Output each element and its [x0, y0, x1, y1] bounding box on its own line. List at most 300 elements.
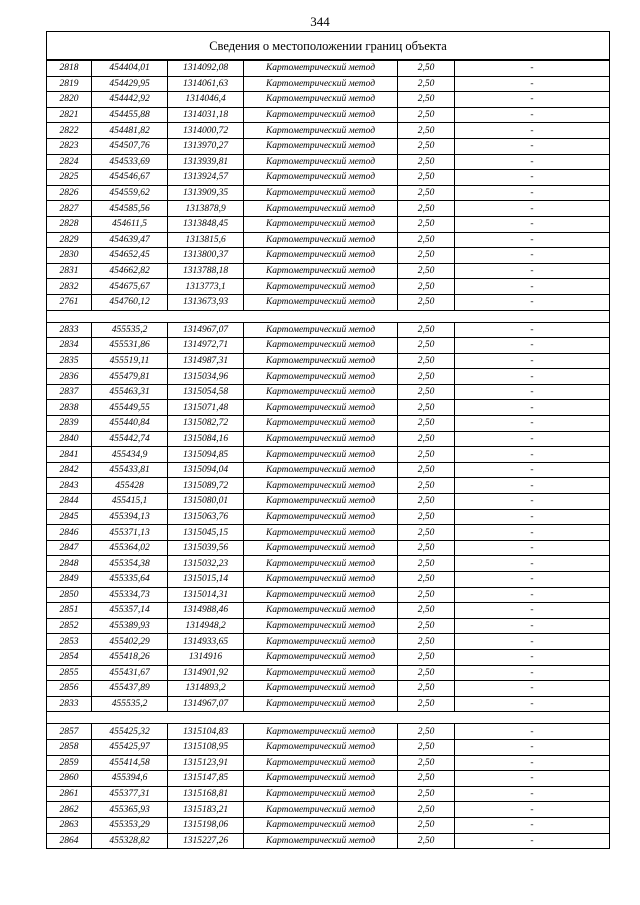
x-coordinate-cell: 455428 [92, 478, 168, 494]
y-coordinate-cell: 1313939,81 [168, 154, 244, 170]
y-coordinate-cell: 1315104,83 [168, 724, 244, 740]
y-coordinate-cell: 1313800,37 [168, 248, 244, 264]
accuracy-cell: 2,50 [398, 478, 455, 494]
y-coordinate-cell: 1315032,23 [168, 556, 244, 572]
point-number-cell: 2848 [47, 556, 92, 572]
x-coordinate-cell: 455365,93 [92, 802, 168, 818]
accuracy-cell: 2,50 [398, 681, 455, 697]
y-coordinate-cell: 1315054,58 [168, 384, 244, 400]
table-title: Сведения о местоположении границ объекта [47, 32, 610, 61]
method-cell: Картометрический метод [244, 107, 398, 123]
table-row [47, 478, 610, 494]
description-cell: - [455, 92, 610, 108]
accuracy-cell: 2,50 [398, 771, 455, 787]
point-number-cell: 2851 [47, 603, 92, 619]
point-number-cell: 2838 [47, 400, 92, 416]
description-cell: - [455, 462, 610, 478]
table-row [47, 587, 610, 603]
table-row [47, 138, 610, 154]
accuracy-cell: 2,50 [398, 649, 455, 665]
description-cell: - [455, 618, 610, 634]
table-row [47, 294, 610, 310]
y-coordinate-cell: 1314061,63 [168, 76, 244, 92]
point-number-cell: 2824 [47, 154, 92, 170]
y-coordinate-cell: 1313909,35 [168, 185, 244, 201]
y-coordinate-cell: 1315015,14 [168, 572, 244, 588]
point-number-cell: 2819 [47, 76, 92, 92]
accuracy-cell: 2,50 [398, 755, 455, 771]
y-coordinate-cell: 1315168,81 [168, 786, 244, 802]
description-cell: - [455, 185, 610, 201]
description-cell: - [455, 322, 610, 338]
y-coordinate-cell: 1314967,07 [168, 322, 244, 338]
point-number-cell: 2829 [47, 232, 92, 248]
table-row [47, 216, 610, 232]
description-cell: - [455, 817, 610, 833]
table-row [47, 649, 610, 665]
point-number-cell: 2846 [47, 525, 92, 541]
method-cell: Картометрический метод [244, 618, 398, 634]
x-coordinate-cell: 455425,32 [92, 724, 168, 740]
method-cell: Картометрический метод [244, 154, 398, 170]
table-row [47, 833, 610, 849]
table-row [47, 353, 610, 369]
x-coordinate-cell: 454546,67 [92, 170, 168, 186]
accuracy-cell: 2,50 [398, 384, 455, 400]
accuracy-cell: 2,50 [398, 786, 455, 802]
x-coordinate-cell: 454662,82 [92, 263, 168, 279]
accuracy-cell: 2,50 [398, 696, 455, 712]
point-number-cell: 2860 [47, 771, 92, 787]
x-coordinate-cell: 455394,6 [92, 771, 168, 787]
x-coordinate-cell: 455519,11 [92, 353, 168, 369]
description-cell: - [455, 248, 610, 264]
y-coordinate-cell: 1315108,95 [168, 739, 244, 755]
table-row [47, 447, 610, 463]
y-coordinate-cell: 1315045,15 [168, 525, 244, 541]
accuracy-cell: 2,50 [398, 540, 455, 556]
point-number-cell: 2850 [47, 587, 92, 603]
x-coordinate-cell: 455418,26 [92, 649, 168, 665]
method-cell: Картометрический метод [244, 201, 398, 217]
method-cell: Картометрический метод [244, 248, 398, 264]
method-cell: Картометрический метод [244, 665, 398, 681]
method-cell: Картометрический метод [244, 540, 398, 556]
y-coordinate-cell: 1314000,72 [168, 123, 244, 139]
point-number-cell: 2832 [47, 279, 92, 295]
x-coordinate-cell: 455354,38 [92, 556, 168, 572]
y-coordinate-cell: 1314967,07 [168, 696, 244, 712]
point-number-cell: 2831 [47, 263, 92, 279]
x-coordinate-cell: 455353,29 [92, 817, 168, 833]
description-cell: - [455, 587, 610, 603]
description-cell: - [455, 170, 610, 186]
y-coordinate-cell: 1315039,56 [168, 540, 244, 556]
x-coordinate-cell: 455463,31 [92, 384, 168, 400]
point-number-cell: 2841 [47, 447, 92, 463]
y-coordinate-cell: 1315183,21 [168, 802, 244, 818]
table-row [47, 384, 610, 400]
y-coordinate-cell: 1314901,92 [168, 665, 244, 681]
method-cell: Картометрический метод [244, 478, 398, 494]
description-cell: - [455, 431, 610, 447]
method-cell: Картометрический метод [244, 431, 398, 447]
x-coordinate-cell: 454404,01 [92, 60, 168, 76]
x-coordinate-cell: 455364,02 [92, 540, 168, 556]
point-number-cell: 2862 [47, 802, 92, 818]
table-row [47, 771, 610, 787]
method-cell: Картометрический метод [244, 755, 398, 771]
x-coordinate-cell: 455371,13 [92, 525, 168, 541]
x-coordinate-cell: 455479,81 [92, 369, 168, 385]
x-coordinate-cell: 455425,97 [92, 739, 168, 755]
point-number-cell: 2853 [47, 634, 92, 650]
accuracy-cell: 2,50 [398, 322, 455, 338]
description-cell: - [455, 400, 610, 416]
method-cell: Картометрический метод [244, 400, 398, 416]
x-coordinate-cell: 455414,58 [92, 755, 168, 771]
y-coordinate-cell: 1313673,93 [168, 294, 244, 310]
table-row [47, 322, 610, 338]
point-number-cell: 2825 [47, 170, 92, 186]
point-number-cell: 2835 [47, 353, 92, 369]
accuracy-cell: 2,50 [398, 665, 455, 681]
table-row [47, 338, 610, 354]
method-cell: Картометрический метод [244, 724, 398, 740]
method-cell: Картометрический метод [244, 556, 398, 572]
method-cell: Картометрический метод [244, 170, 398, 186]
table-row [47, 525, 610, 541]
x-coordinate-cell: 454533,69 [92, 154, 168, 170]
y-coordinate-cell: 1315080,01 [168, 494, 244, 510]
table-row [47, 416, 610, 432]
table-row [47, 431, 610, 447]
accuracy-cell: 2,50 [398, 525, 455, 541]
x-coordinate-cell: 455449,55 [92, 400, 168, 416]
accuracy-cell: 2,50 [398, 123, 455, 139]
x-coordinate-cell: 455431,67 [92, 665, 168, 681]
accuracy-cell: 2,50 [398, 724, 455, 740]
method-cell: Картометрический метод [244, 603, 398, 619]
x-coordinate-cell: 455535,2 [92, 322, 168, 338]
x-coordinate-cell: 454639,47 [92, 232, 168, 248]
table-row [47, 232, 610, 248]
point-number-cell: 2854 [47, 649, 92, 665]
method-cell: Картометрический метод [244, 123, 398, 139]
x-coordinate-cell: 455334,73 [92, 587, 168, 603]
description-cell: - [455, 556, 610, 572]
accuracy-cell: 2,50 [398, 833, 455, 849]
table-row [47, 556, 610, 572]
x-coordinate-cell: 455531,86 [92, 338, 168, 354]
x-coordinate-cell: 455357,14 [92, 603, 168, 619]
x-coordinate-cell: 455440,84 [92, 416, 168, 432]
y-coordinate-cell: 1313815,6 [168, 232, 244, 248]
point-number-cell: 2827 [47, 201, 92, 217]
accuracy-cell: 2,50 [398, 185, 455, 201]
x-coordinate-cell: 455377,31 [92, 786, 168, 802]
accuracy-cell: 2,50 [398, 263, 455, 279]
description-cell: - [455, 755, 610, 771]
y-coordinate-cell: 1315071,48 [168, 400, 244, 416]
method-cell: Картометрический метод [244, 416, 398, 432]
point-number-cell: 2849 [47, 572, 92, 588]
table-row [47, 665, 610, 681]
point-number-cell: 2833 [47, 696, 92, 712]
description-cell: - [455, 603, 610, 619]
table-row [47, 817, 610, 833]
method-cell: Картометрический метод [244, 138, 398, 154]
boundary-coordinates-table [46, 31, 610, 849]
description-cell: - [455, 107, 610, 123]
table-row [47, 462, 610, 478]
y-coordinate-cell: 1313848,45 [168, 216, 244, 232]
table-row [47, 634, 610, 650]
point-number-cell: 2839 [47, 416, 92, 432]
point-number-cell: 2845 [47, 509, 92, 525]
method-cell: Картометрический метод [244, 232, 398, 248]
method-cell: Картометрический метод [244, 739, 398, 755]
accuracy-cell: 2,50 [398, 431, 455, 447]
table-row [47, 724, 610, 740]
point-number-cell: 2826 [47, 185, 92, 201]
y-coordinate-cell: 1313878,9 [168, 201, 244, 217]
y-coordinate-cell: 1314046,4 [168, 92, 244, 108]
description-cell: - [455, 416, 610, 432]
table-row [47, 400, 610, 416]
accuracy-cell: 2,50 [398, 802, 455, 818]
accuracy-cell: 2,50 [398, 92, 455, 108]
page-number: 344 [310, 14, 330, 29]
description-cell: - [455, 263, 610, 279]
table-row [47, 369, 610, 385]
y-coordinate-cell: 1314916 [168, 649, 244, 665]
accuracy-cell: 2,50 [398, 170, 455, 186]
method-cell: Картометрический метод [244, 649, 398, 665]
point-number-cell: 2834 [47, 338, 92, 354]
table-row [47, 170, 610, 186]
description-cell: - [455, 509, 610, 525]
description-cell: - [455, 123, 610, 139]
point-number-cell: 2833 [47, 322, 92, 338]
accuracy-cell: 2,50 [398, 739, 455, 755]
x-coordinate-cell: 454507,76 [92, 138, 168, 154]
description-cell: - [455, 447, 610, 463]
table-row [47, 755, 610, 771]
table-row [47, 76, 610, 92]
accuracy-cell: 2,50 [398, 107, 455, 123]
description-cell: - [455, 369, 610, 385]
y-coordinate-cell: 1313788,18 [168, 263, 244, 279]
description-cell: - [455, 201, 610, 217]
y-coordinate-cell: 1315084,16 [168, 431, 244, 447]
accuracy-cell: 2,50 [398, 338, 455, 354]
accuracy-cell: 2,50 [398, 509, 455, 525]
point-number-cell: 2856 [47, 681, 92, 697]
group-separator-row [47, 712, 610, 724]
x-coordinate-cell: 454652,45 [92, 248, 168, 264]
table-row [47, 540, 610, 556]
description-cell: - [455, 681, 610, 697]
accuracy-cell: 2,50 [398, 817, 455, 833]
point-number-cell: 2861 [47, 786, 92, 802]
y-coordinate-cell: 1314948,2 [168, 618, 244, 634]
description-cell: - [455, 76, 610, 92]
description-cell: - [455, 786, 610, 802]
x-coordinate-cell: 455442,74 [92, 431, 168, 447]
table-row [47, 60, 610, 76]
y-coordinate-cell: 1313924,57 [168, 170, 244, 186]
method-cell: Картометрический метод [244, 696, 398, 712]
accuracy-cell: 2,50 [398, 556, 455, 572]
point-number-cell: 2858 [47, 739, 92, 755]
description-cell: - [455, 665, 610, 681]
method-cell: Картометрический метод [244, 369, 398, 385]
y-coordinate-cell: 1315094,85 [168, 447, 244, 463]
accuracy-cell: 2,50 [398, 216, 455, 232]
method-cell: Картометрический метод [244, 279, 398, 295]
point-number-cell: 2761 [47, 294, 92, 310]
accuracy-cell: 2,50 [398, 587, 455, 603]
table-row [47, 696, 610, 712]
method-cell: Картометрический метод [244, 681, 398, 697]
method-cell: Картометрический метод [244, 462, 398, 478]
accuracy-cell: 2,50 [398, 232, 455, 248]
method-cell: Картометрический метод [244, 786, 398, 802]
method-cell: Картометрический метод [244, 384, 398, 400]
point-number-cell: 2859 [47, 755, 92, 771]
x-coordinate-cell: 454442,92 [92, 92, 168, 108]
x-coordinate-cell: 455434,9 [92, 447, 168, 463]
x-coordinate-cell: 454760,12 [92, 294, 168, 310]
accuracy-cell: 2,50 [398, 494, 455, 510]
accuracy-cell: 2,50 [398, 294, 455, 310]
x-coordinate-cell: 455335,64 [92, 572, 168, 588]
table-row [47, 201, 610, 217]
x-coordinate-cell: 455328,82 [92, 833, 168, 849]
y-coordinate-cell: 1313773,1 [168, 279, 244, 295]
point-number-cell: 2847 [47, 540, 92, 556]
table-row [47, 185, 610, 201]
x-coordinate-cell: 454481,82 [92, 123, 168, 139]
method-cell: Картометрический метод [244, 263, 398, 279]
description-cell: - [455, 833, 610, 849]
method-cell: Картометрический метод [244, 634, 398, 650]
group-separator-cell [47, 712, 610, 724]
description-cell: - [455, 154, 610, 170]
table-row [47, 509, 610, 525]
method-cell: Картометрический метод [244, 338, 398, 354]
y-coordinate-cell: 1314893,2 [168, 681, 244, 697]
method-cell: Картометрический метод [244, 572, 398, 588]
accuracy-cell: 2,50 [398, 603, 455, 619]
x-coordinate-cell: 455402,29 [92, 634, 168, 650]
x-coordinate-cell: 455535,2 [92, 696, 168, 712]
table-row [47, 786, 610, 802]
table-row [47, 802, 610, 818]
table-row [47, 154, 610, 170]
table-row [47, 279, 610, 295]
method-cell: Картометрический метод [244, 494, 398, 510]
description-cell: - [455, 138, 610, 154]
point-number-cell: 2828 [47, 216, 92, 232]
description-cell: - [455, 739, 610, 755]
description-cell: - [455, 384, 610, 400]
method-cell: Картометрический метод [244, 322, 398, 338]
table-row [47, 603, 610, 619]
point-number-cell: 2844 [47, 494, 92, 510]
accuracy-cell: 2,50 [398, 138, 455, 154]
point-number-cell: 2823 [47, 138, 92, 154]
method-cell: Картометрический метод [244, 833, 398, 849]
accuracy-cell: 2,50 [398, 248, 455, 264]
description-cell: - [455, 540, 610, 556]
method-cell: Картометрический метод [244, 771, 398, 787]
description-cell: - [455, 338, 610, 354]
y-coordinate-cell: 1315123,91 [168, 755, 244, 771]
description-cell: - [455, 696, 610, 712]
point-number-cell: 2821 [47, 107, 92, 123]
table-row [47, 248, 610, 264]
point-number-cell: 2857 [47, 724, 92, 740]
point-number-cell: 2822 [47, 123, 92, 139]
x-coordinate-cell: 455415,1 [92, 494, 168, 510]
x-coordinate-cell: 455437,89 [92, 681, 168, 697]
y-coordinate-cell: 1315094,04 [168, 462, 244, 478]
description-cell: - [455, 478, 610, 494]
accuracy-cell: 2,50 [398, 201, 455, 217]
description-cell: - [455, 771, 610, 787]
point-number-cell: 2863 [47, 817, 92, 833]
method-cell: Картометрический метод [244, 509, 398, 525]
method-cell: Картометрический метод [244, 447, 398, 463]
y-coordinate-cell: 1314031,18 [168, 107, 244, 123]
y-coordinate-cell: 1314092,08 [168, 60, 244, 76]
point-number-cell: 2836 [47, 369, 92, 385]
table-row [47, 123, 610, 139]
point-number-cell: 2864 [47, 833, 92, 849]
y-coordinate-cell: 1315034,96 [168, 369, 244, 385]
description-cell: - [455, 525, 610, 541]
accuracy-cell: 2,50 [398, 400, 455, 416]
x-coordinate-cell: 455433,81 [92, 462, 168, 478]
description-cell: - [455, 572, 610, 588]
table-row [47, 739, 610, 755]
description-cell: - [455, 634, 610, 650]
table-row [47, 681, 610, 697]
point-number-cell: 2820 [47, 92, 92, 108]
point-number-cell: 2852 [47, 618, 92, 634]
description-cell: - [455, 60, 610, 76]
method-cell: Картометрический метод [244, 802, 398, 818]
method-cell: Картометрический метод [244, 185, 398, 201]
description-cell: - [455, 724, 610, 740]
group-separator-row [47, 310, 610, 322]
description-cell: - [455, 232, 610, 248]
x-coordinate-cell: 454611,5 [92, 216, 168, 232]
description-cell: - [455, 802, 610, 818]
accuracy-cell: 2,50 [398, 369, 455, 385]
table-row [47, 263, 610, 279]
method-cell: Картометрический метод [244, 76, 398, 92]
group-separator-cell [47, 310, 610, 322]
table-row [47, 572, 610, 588]
y-coordinate-cell: 1315014,31 [168, 587, 244, 603]
x-coordinate-cell: 454675,67 [92, 279, 168, 295]
y-coordinate-cell: 1314933,65 [168, 634, 244, 650]
x-coordinate-cell: 454585,56 [92, 201, 168, 217]
table-row [47, 618, 610, 634]
